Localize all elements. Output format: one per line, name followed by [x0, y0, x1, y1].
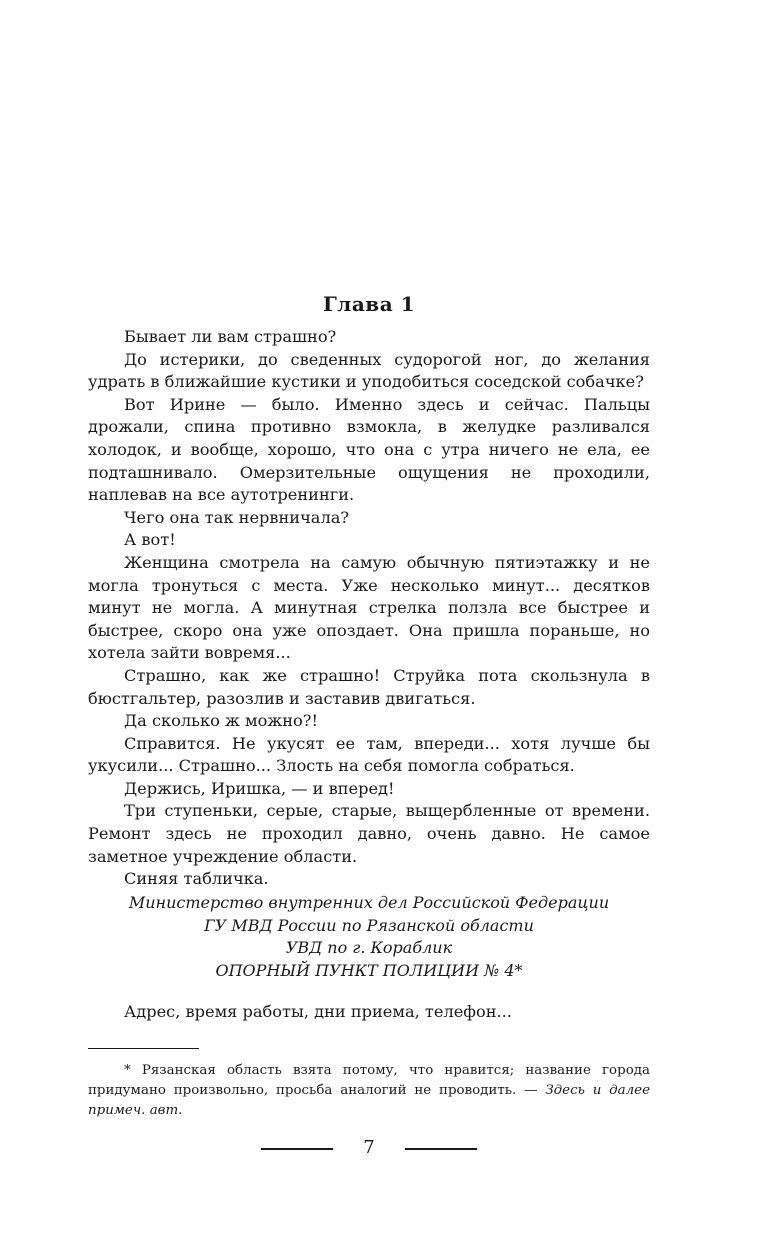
plaque-line-city: УВД по г. Кораблик	[285, 938, 453, 958]
paragraph: До истерики, до сведенных судорогой ног, до желания удрать в ближайшие кустики и уподобиться соседской собачке?	[88, 349, 650, 392]
footnote-text	[88, 1061, 650, 1121]
footnote-body: * Рязанская область взята потому, что нравится; название города придумано произвольно, просьба аналогий не проводить. —	[88, 1063, 650, 1098]
plaque-line-department: ГУ МВД России по Рязанской области	[204, 915, 534, 935]
paragraph: Три ступеньки, серые, старые, выщербленные от времени. Ремонт здесь не проходил давно, очень давно. Не самое заметное учреждение области.	[88, 801, 650, 866]
plaque-line-station: ОПОРНЫЙ ПУНКТ ПОЛИЦИИ № 4*	[215, 960, 523, 980]
paragraph: Бывает ли вам страшно?	[124, 327, 337, 346]
folio-rule-left	[261, 1148, 333, 1150]
paragraph: Синяя табличка.	[124, 869, 269, 889]
footnote	[88, 1061, 650, 1121]
footnote-separator	[88, 1048, 199, 1049]
paragraph: Да сколько ж можно?!	[124, 711, 318, 731]
paragraph: Справится. Не укусят ее там, впереди... хотя лучше бы укусили... Страшно... Злость на себя помогла собраться.	[88, 733, 650, 776]
paragraph: Держись, Иришка, — и вперед!	[124, 778, 395, 798]
page-footer	[88, 1134, 650, 1164]
plaque-line-ministry: Министерство внутренних дел Российской Федерации	[128, 893, 610, 912]
footnote-attribution: Здесь и далее примеч. авт.	[88, 1083, 650, 1118]
paragraph: Страшно, как же страшно! Струйка пота скользнула в бюстгальтер, разозлив и заставив двигаться.	[88, 665, 650, 708]
paragraph: Женщина смотрела на самую обычную пятиэтажку и не могла тронуться с места. Уже несколько минут... десятков минут не могла. А минутная стрелка ползла все быстрее и быстрее, скоро она уже опоздает. Она пришла пораньше, но хотела зайти вовремя...	[88, 552, 650, 663]
after-plaque-text	[88, 1001, 650, 1024]
chapter-body	[88, 326, 650, 891]
police-plaque-inscription	[88, 892, 650, 982]
paragraph: Адрес, время работы, дни приема, телефон...	[124, 1002, 512, 1021]
page-number: 7	[363, 1137, 375, 1158]
book-page	[88, 0, 650, 1240]
paragraph: А вот!	[124, 530, 176, 550]
paragraph: Чего она так нервничала?	[124, 507, 350, 527]
folio-rule-right	[405, 1148, 477, 1150]
paragraph: Вот Ирине — было. Именно здесь и сейчас. Пальцы дрожали, спина противно взмокла, в желудке разливался холодок, и вообще, хорошо, что она с утра ничего не ела, ее подташнивало. Омерзительные ощущения не проходили, наплевав на все аутотренинги.	[88, 394, 650, 505]
chapter-title: Глава 1	[322, 292, 416, 316]
